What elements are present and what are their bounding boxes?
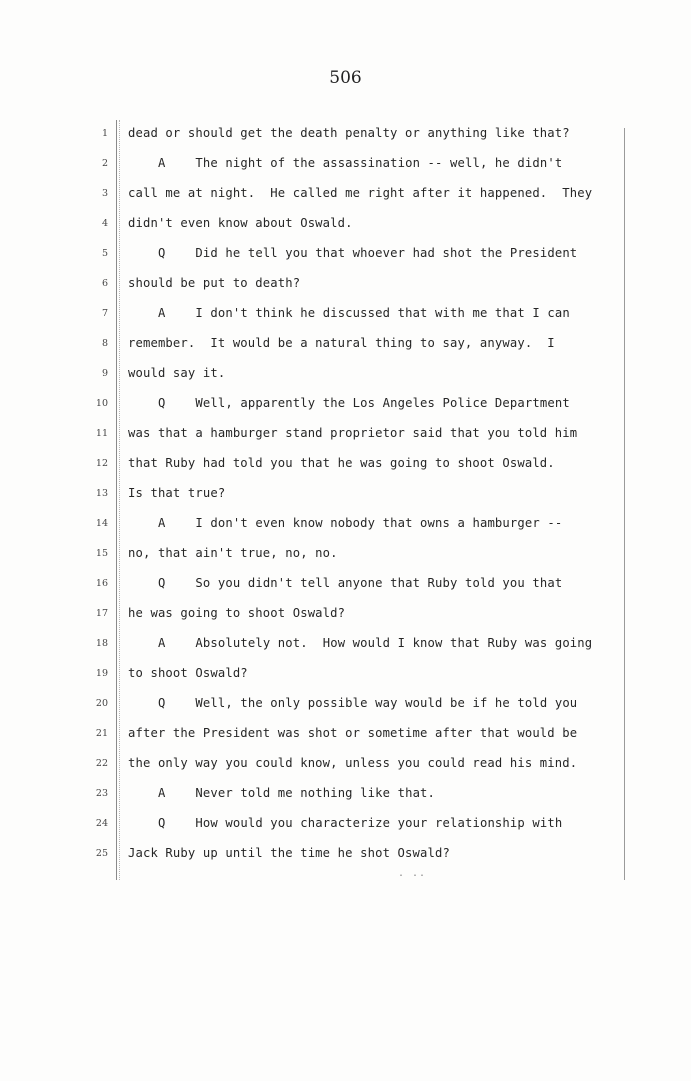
transcript-line — [0, 784, 691, 814]
line-number: 13 — [95, 488, 108, 499]
transcript-line — [0, 454, 691, 484]
line-number: 22 — [95, 758, 108, 769]
line-number: 2 — [101, 158, 108, 169]
transcript-line — [0, 814, 691, 844]
transcript-line — [0, 544, 691, 574]
transcript-line — [0, 304, 691, 334]
line-text: remember. It would be a natural thing to say, anyway. I — [128, 336, 555, 350]
transcript-line — [0, 574, 691, 604]
transcript-line — [0, 664, 691, 694]
transcript-line — [0, 214, 691, 244]
line-text: was that a hamburger stand proprietor said that you told him — [128, 426, 578, 440]
line-text: Q Did he tell you that whoever had shot the President — [158, 246, 578, 260]
transcript-line — [0, 754, 691, 784]
line-text: would say it. — [128, 366, 226, 380]
line-number: 18 — [95, 638, 108, 649]
transcript-line — [0, 724, 691, 754]
line-text: dead or should get the death penalty or anything like that? — [128, 126, 570, 140]
line-number: 5 — [101, 248, 108, 259]
line-text: A The night of the assassination -- well, he didn't — [158, 156, 563, 170]
line-text: Q Well, apparently the Los Angeles Police Department — [158, 396, 570, 410]
line-text: after the President was shot or sometime after that would be — [128, 726, 578, 740]
continuation-mark: . .. — [398, 868, 427, 879]
transcript-line — [0, 694, 691, 724]
line-text: call me at night. He called me right after it happened. They — [128, 186, 593, 200]
transcript-line — [0, 124, 691, 154]
line-number: 10 — [95, 398, 108, 409]
line-text: Jack Ruby up until the time he shot Oswald? — [128, 846, 450, 860]
line-number: 3 — [101, 188, 108, 199]
transcript-line — [0, 184, 691, 214]
page-number: 506 — [329, 68, 362, 88]
line-text: Q So you didn't tell anyone that Ruby told you that — [158, 576, 563, 590]
line-number: 9 — [101, 368, 108, 379]
line-number: 6 — [101, 278, 108, 289]
line-number: 25 — [95, 848, 108, 859]
line-number: 12 — [95, 458, 108, 469]
transcript-line — [0, 634, 691, 664]
line-number: 20 — [95, 698, 108, 709]
line-text: to shoot Oswald? — [128, 666, 248, 680]
line-number: 8 — [101, 338, 108, 349]
line-text: he was going to shoot Oswald? — [128, 606, 346, 620]
transcript-line — [0, 514, 691, 544]
line-number: 17 — [95, 608, 108, 619]
line-text: A I don't even know nobody that owns a hamburger -- — [158, 516, 563, 530]
line-number: 21 — [95, 728, 108, 739]
transcript-line — [0, 334, 691, 364]
line-text: the only way you could know, unless you could read his mind. — [128, 756, 578, 770]
line-number: 15 — [95, 548, 108, 559]
line-number: 23 — [95, 788, 108, 799]
line-text: should be put to death? — [128, 276, 301, 290]
transcript-line — [0, 394, 691, 424]
line-text: Is that true? — [128, 486, 226, 500]
line-text: A Never told me nothing like that. — [158, 786, 436, 800]
transcript-line — [0, 364, 691, 394]
line-number: 24 — [95, 818, 108, 829]
line-number: 19 — [95, 668, 108, 679]
line-number: 1 — [101, 128, 108, 139]
line-text: A Absolutely not. How would I know that Ruby was going — [158, 636, 593, 650]
transcript-line — [0, 844, 691, 874]
transcript-line — [0, 604, 691, 634]
line-number: 11 — [95, 428, 108, 439]
transcript-line — [0, 424, 691, 454]
transcript-line — [0, 484, 691, 514]
line-text: Q Well, the only possible way would be if he told you — [158, 696, 578, 710]
transcript-line — [0, 274, 691, 304]
line-text: A I don't think he discussed that with me that I can — [158, 306, 570, 320]
line-text: that Ruby had told you that he was going to shoot Oswald. — [128, 456, 555, 470]
transcript-line — [0, 154, 691, 184]
transcript-body — [0, 124, 691, 874]
line-number: 14 — [95, 518, 108, 529]
line-number: 7 — [101, 308, 108, 319]
line-text: no, that ain't true, no, no. — [128, 546, 338, 560]
line-text: Q How would you characterize your relationship with — [158, 816, 563, 830]
line-text: didn't even know about Oswald. — [128, 216, 353, 230]
line-number: 4 — [101, 218, 108, 229]
line-number: 16 — [95, 578, 108, 589]
transcript-line — [0, 244, 691, 274]
